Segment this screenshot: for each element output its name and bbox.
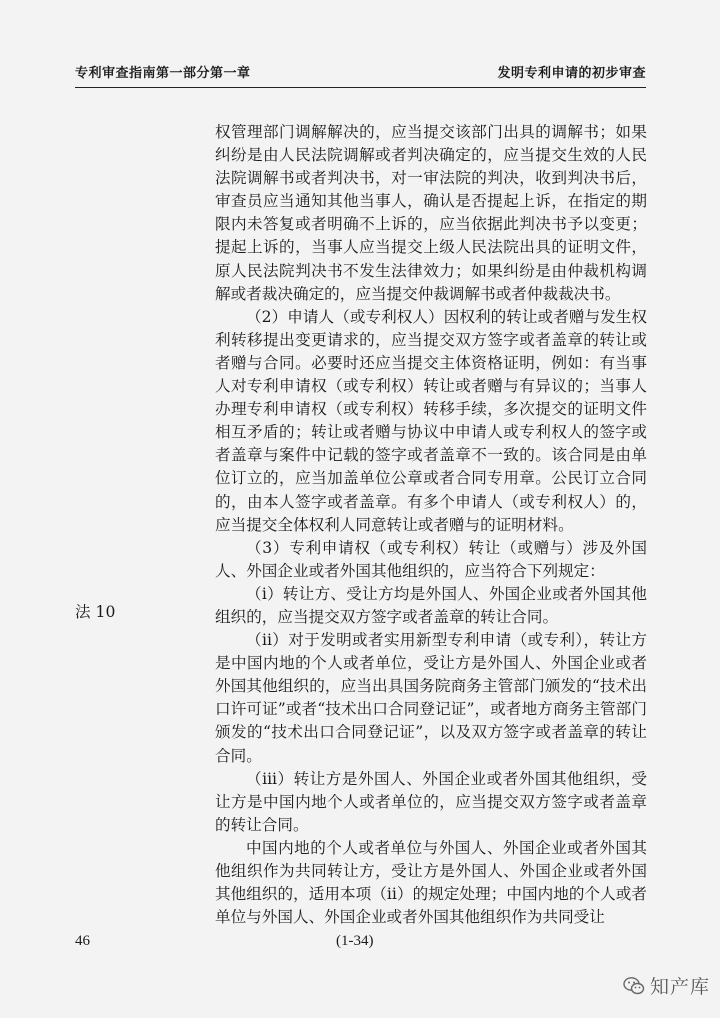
paragraph-item-3: （3）专利申请权（或专利权）转让（或赠与）涉及外国人、外国企业或者外国其他组织的，应当符合下列规定： (215, 538, 647, 580)
paragraph-joint-transfer: 中国内地的个人或者单位与外国人、外国企业或者外国其他组织作为共同转让方，受让方是外国人、外国企业或者外国其他组织的，适用本项（ii）的规定处理；中国内地的个人或者单位与外国人、外国企业或者外国其他组织作为共同受让 (215, 838, 647, 927)
running-header-left: 专利审查指南第一部分第一章 (75, 66, 251, 81)
paragraph-subitem-ii: （ii）对于发明或者实用新型专利申请（或专利），转让方是中国内地的个人或者单位，受让方是外国人、外国企业或者外国其他组织的，应当出具国务院商务主管部门颁发的“技术出口许可证”或者“技术出口合同登记证”，或者地方商务主管部门颁发的“技术出口合同登记证”，以及双方签字或者盖章的转让合同。 (215, 631, 647, 765)
page-number: 46 (75, 933, 90, 949)
running-header-right: 发明专利申请的初步审查 (497, 66, 646, 81)
watermark (623, 972, 710, 999)
page-code: (1-34) (336, 933, 374, 949)
paragraph-subitem-i: （i）转让方、受让方均是外国人、外国企业或者外国其他组织的，应当提交双方签字或者盖章的转让合同。 (215, 584, 647, 626)
wechat-icon (623, 976, 645, 996)
paragraph-continuation: 权管理部门调解解决的，应当提交该部门出具的调解书；如果纠纷是由人民法院调解或者判决确定的，应当提交生效的人民法院调解书或者判决书，对一审法院的判决，收到判决书后，审查员应当通知其他当事人，确认是否提起上诉，在指定的期限内未答复或者明确不上诉的，应当依据此判决书予以变更；提起上诉的，当事人应当提交上级人民法院出具的证明文件，原人民法院判决书不发生法律效力；如果纠纷是由仲裁机构调解或者裁决确定的，应当提交仲裁调解书或者仲裁裁决书。 (215, 123, 647, 303)
paragraph-subitem-iii: （iii）转让方是外国人、外国企业或者外国其他组织，受让方是中国内地个人或者单位的，应当提交双方签字或者盖章的转让合同。 (215, 769, 647, 834)
paragraph-item-2: （2）申请人（或专利权人）因权利的转让或者赠与发生权利转移提出变更请求的，应当提交双方签字或者盖章的转让或者赠与合同。必要时还应当提交主体资格证明，例如：有当事人对专利申请权（或专利权）转让或者赠与有异议的；当事人办理专利申请权（或专利权）转移手续，多次提交的证明文件相互矛盾的；转让或者赠与协议中申请人或专利权人的签字或者盖章与案件中记载的签字或者盖章不一致的。该合同是由单位订立的，应当加盖单位公章或者合同专用章。公民订立合同的，由本人签字或者盖章。有多个申请人（或专利权人）的，应当提交全体权利人同意转让或者赠与的证明材料。 (215, 307, 647, 534)
watermark-text: 知产库 (649, 976, 710, 998)
margin-note-law-article: 法 10 (75, 603, 116, 621)
body-text (215, 121, 647, 929)
header-divider (75, 87, 646, 88)
